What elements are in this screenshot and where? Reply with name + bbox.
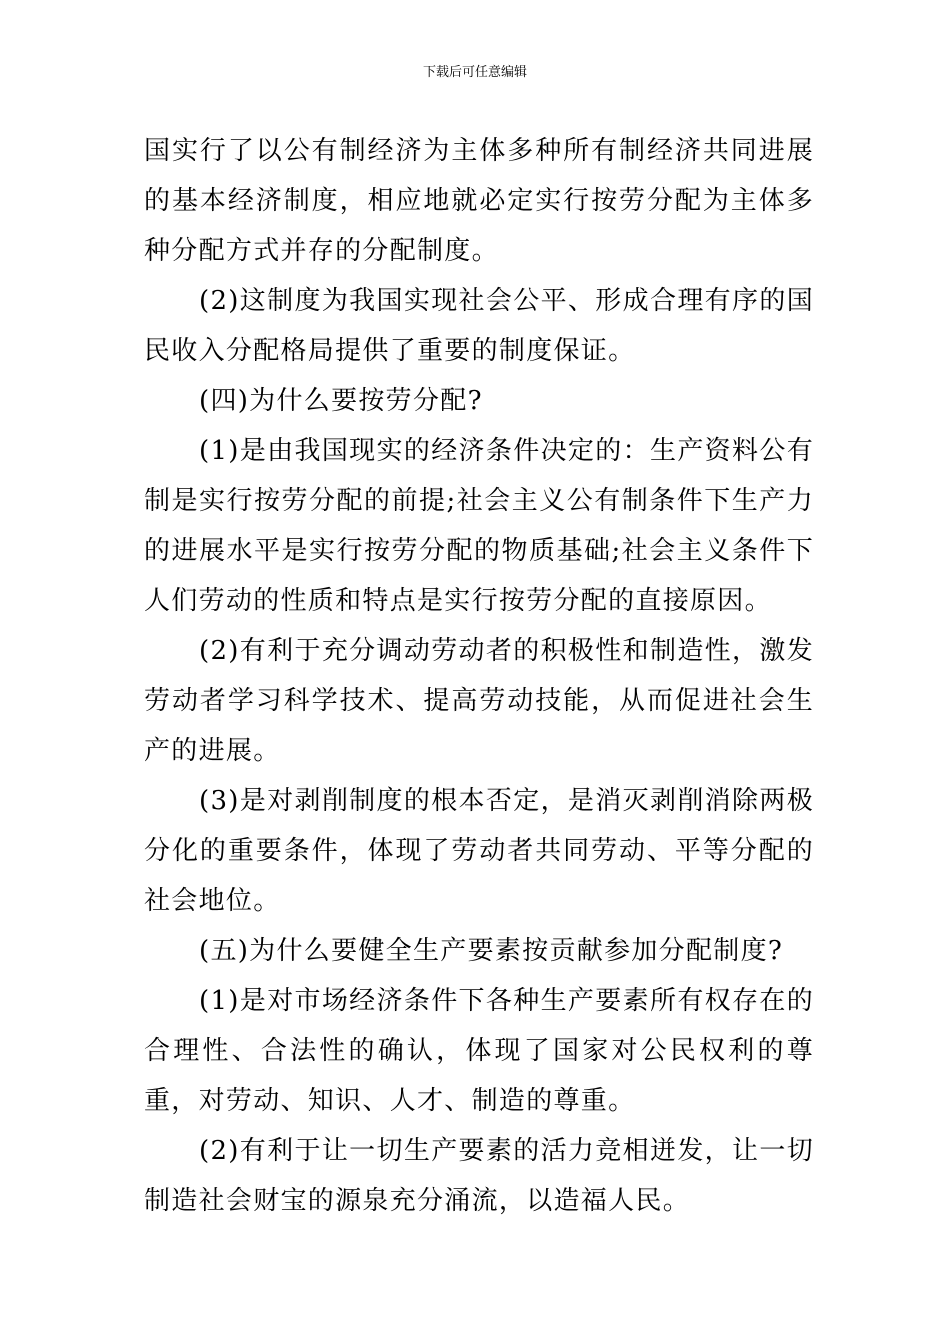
paragraph: (3)是对剥削制度的根本否定，是消灭剥削消除两极分化的重要条件，体现了劳动者共同劳动、平等分配的社会地位。 — [144, 786, 814, 916]
section-heading: (四)为什么要按劳分配? — [199, 386, 483, 416]
paragraph: (1)是对市场经济条件下各种生产要素所有权存在的合理性、合法性的确认，体现了国家对公民权利的尊重，对劳动、知识、人才、制造的尊重。 — [144, 986, 814, 1116]
page-header: 下载后可任意编辑 — [422, 65, 527, 80]
document-body — [144, 126, 814, 1226]
paragraph: (2)有利于让一切生产要素的活力竞相迸发，让一切制造社会财宝的源泉充分涌流，以造福人民。 — [144, 1136, 814, 1216]
paragraph: (2)这制度为我国实现社会公平、形成合理有序的国民收入分配格局提供了重要的制度保证。 — [144, 286, 814, 366]
paragraph: 国实行了以公有制经济为主体多种所有制经济共同进展的基本经济制度，相应地就必定实行按劳分配为主体多种分配方式并存的分配制度。 — [144, 136, 814, 266]
paragraph: (2)有利于充分调动劳动者的积极性和制造性，激发劳动者学习科学技术、提高劳动技能，从而促进社会生产的进展。 — [144, 636, 814, 766]
section-heading: (五)为什么要健全生产要素按贡献参加分配制度? — [199, 936, 784, 966]
paragraph: (1)是由我国现实的经济条件决定的：生产资料公有制是实行按劳分配的前提;社会主义公有制条件下生产力的进展水平是实行按劳分配的物质基础;社会主义条件下人们劳动的性质和特点是实行按劳分配的直接原因。 — [144, 436, 814, 616]
